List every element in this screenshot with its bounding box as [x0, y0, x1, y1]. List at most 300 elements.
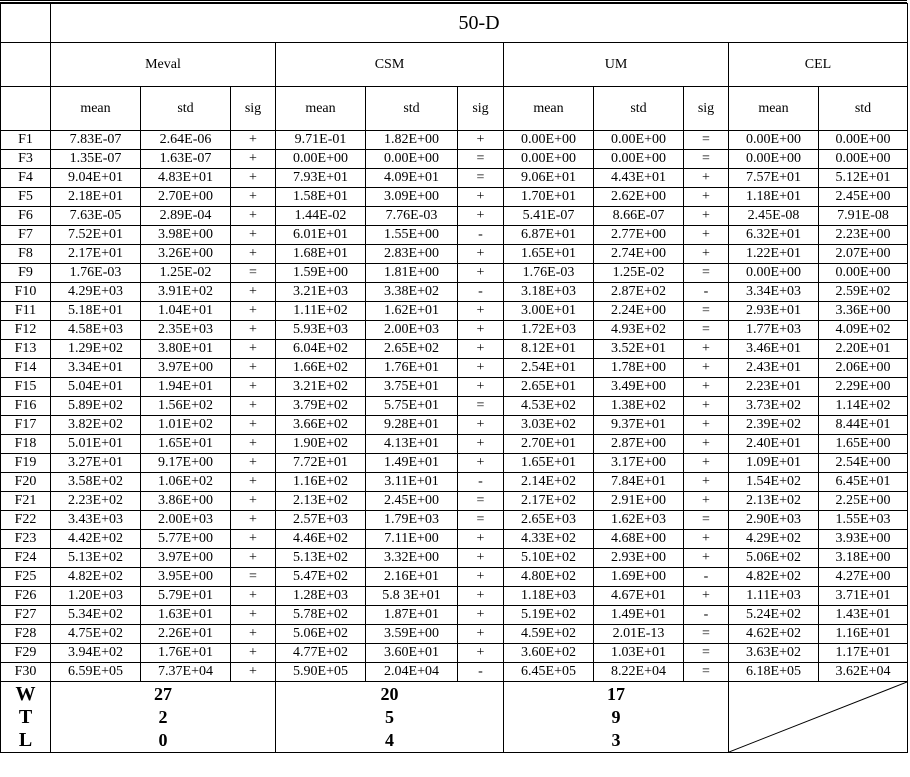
cell-meval-mean: 5.18E+01 [51, 302, 141, 321]
cell-csm-sig: + [458, 549, 504, 568]
cell-csm-mean: 4.77E+02 [276, 644, 366, 663]
cell-um-sig: + [684, 207, 729, 226]
cell-um-sig: + [684, 492, 729, 511]
cell-csm-std: 2.16E+01 [366, 568, 458, 587]
cell-meval-std: 9.17E+00 [141, 454, 231, 473]
function-label: F1 [1, 131, 51, 150]
cell-um-sig: - [684, 606, 729, 625]
cell-csm-std: 1.87E+01 [366, 606, 458, 625]
function-label: F6 [1, 207, 51, 226]
cell-csm-std: 3.59E+00 [366, 625, 458, 644]
cell-meval-mean: 4.42E+02 [51, 530, 141, 549]
cell-meval-std: 2.64E-06 [141, 131, 231, 150]
cell-meval-sig: + [231, 663, 276, 682]
cell-cel-std: 2.59E+02 [819, 283, 908, 302]
function-label: F3 [1, 150, 51, 169]
cell-meval-mean: 5.01E+01 [51, 435, 141, 454]
cell-um-sig: + [684, 169, 729, 188]
function-label: F24 [1, 549, 51, 568]
cell-csm-std: 1.49E+01 [366, 454, 458, 473]
table-title: 50-D [51, 4, 908, 43]
cell-cel-mean: 0.00E+00 [729, 131, 819, 150]
cell-meval-std: 1.25E-02 [141, 264, 231, 283]
table-row [1, 473, 908, 492]
cell-um-mean: 2.54E+01 [504, 359, 594, 378]
function-label: F19 [1, 454, 51, 473]
cell-meval-sig: + [231, 644, 276, 663]
table-row [1, 283, 908, 302]
cell-csm-std: 2.00E+03 [366, 321, 458, 340]
cell-cel-mean: 5.06E+02 [729, 549, 819, 568]
function-label: F7 [1, 226, 51, 245]
cell-csm-mean: 5.90E+05 [276, 663, 366, 682]
wtl-letter: L [18, 729, 33, 751]
cell-cel-mean: 1.09E+01 [729, 454, 819, 473]
cell-cel-std: 0.00E+00 [819, 264, 908, 283]
cell-cel-mean: 6.32E+01 [729, 226, 819, 245]
cell-csm-std: 3.11E+01 [366, 473, 458, 492]
cell-um-std: 2.77E+00 [594, 226, 684, 245]
cell-um-sig: + [684, 226, 729, 245]
table-row [1, 587, 908, 606]
cell-meval-sig: + [231, 511, 276, 530]
cell-um-mean: 4.53E+02 [504, 397, 594, 416]
cell-cel-mean: 6.18E+05 [729, 663, 819, 682]
cell-um-mean: 0.00E+00 [504, 150, 594, 169]
corner-cell [1, 4, 51, 43]
cell-csm-mean: 2.57E+03 [276, 511, 366, 530]
cell-meval-std: 7.37E+04 [141, 663, 231, 682]
cell-um-mean: 3.03E+02 [504, 416, 594, 435]
cell-meval-sig: + [231, 416, 276, 435]
cell-cel-std: 0.00E+00 [819, 131, 908, 150]
cell-meval-mean: 1.35E-07 [51, 150, 141, 169]
function-label: F8 [1, 245, 51, 264]
cell-meval-sig: + [231, 207, 276, 226]
cell-meval-std: 1.01E+02 [141, 416, 231, 435]
wtl-value: 17 [607, 684, 625, 704]
function-label: F28 [1, 625, 51, 644]
cell-um-std: 8.22E+04 [594, 663, 684, 682]
cell-csm-std: 0.00E+00 [366, 150, 458, 169]
cell-csm-mean: 1.16E+02 [276, 473, 366, 492]
table-row [1, 264, 908, 283]
function-label: F29 [1, 644, 51, 663]
cell-meval-mean: 1.76E-03 [51, 264, 141, 283]
cell-um-mean: 6.87E+01 [504, 226, 594, 245]
cell-cel-std: 2.07E+00 [819, 245, 908, 264]
cell-csm-std: 5.8 3E+01 [366, 587, 458, 606]
table-row [1, 606, 908, 625]
cell-csm-std: 2.04E+04 [366, 663, 458, 682]
sig-header: sig [231, 87, 276, 131]
cell-cel-std: 1.17E+01 [819, 644, 908, 663]
cell-meval-mean: 7.83E-07 [51, 131, 141, 150]
cell-um-sig: = [684, 264, 729, 283]
cell-meval-mean: 7.52E+01 [51, 226, 141, 245]
results-table-container [0, 3, 907, 753]
cell-meval-mean: 3.82E+02 [51, 416, 141, 435]
cell-um-mean: 1.65E+01 [504, 454, 594, 473]
cell-csm-mean: 3.66E+02 [276, 416, 366, 435]
table-row [1, 416, 908, 435]
table-row [1, 321, 908, 340]
cell-um-sig: = [684, 150, 729, 169]
cell-um-mean: 4.80E+02 [504, 568, 594, 587]
cell-csm-mean: 5.78E+02 [276, 606, 366, 625]
function-label: F21 [1, 492, 51, 511]
cell-csm-sig: + [458, 416, 504, 435]
cell-csm-mean: 1.59E+00 [276, 264, 366, 283]
cell-um-mean: 2.70E+01 [504, 435, 594, 454]
cell-um-std: 2.87E+00 [594, 435, 684, 454]
function-label: F20 [1, 473, 51, 492]
cell-csm-std: 1.55E+00 [366, 226, 458, 245]
function-label: F4 [1, 169, 51, 188]
cell-um-std: 1.69E+00 [594, 568, 684, 587]
cell-csm-std: 3.75E+01 [366, 378, 458, 397]
cell-csm-std: 5.75E+01 [366, 397, 458, 416]
cell-meval-mean: 7.63E-05 [51, 207, 141, 226]
cell-csm-mean: 1.90E+02 [276, 435, 366, 454]
cell-meval-sig: + [231, 245, 276, 264]
cell-cel-std: 1.55E+03 [819, 511, 908, 530]
function-label: F15 [1, 378, 51, 397]
cell-csm-std: 3.09E+00 [366, 188, 458, 207]
cell-um-mean: 1.65E+01 [504, 245, 594, 264]
cell-meval-sig: + [231, 340, 276, 359]
cell-csm-sig: - [458, 226, 504, 245]
cell-um-mean: 4.59E+02 [504, 625, 594, 644]
wtl-letter: T [18, 706, 33, 728]
cell-meval-std: 3.97E+00 [141, 359, 231, 378]
cell-meval-mean: 3.58E+02 [51, 473, 141, 492]
cell-meval-std: 3.86E+00 [141, 492, 231, 511]
cell-meval-mean: 6.59E+05 [51, 663, 141, 682]
function-label: F11 [1, 302, 51, 321]
cell-meval-mean: 1.20E+03 [51, 587, 141, 606]
cell-csm-sig: + [458, 302, 504, 321]
cell-meval-std: 1.56E+02 [141, 397, 231, 416]
cell-csm-std: 1.62E+01 [366, 302, 458, 321]
cell-um-mean: 3.60E+02 [504, 644, 594, 663]
cell-um-std: 1.38E+02 [594, 397, 684, 416]
table-row [1, 131, 908, 150]
cell-cel-std: 3.62E+04 [819, 663, 908, 682]
function-label: F18 [1, 435, 51, 454]
cell-csm-mean: 1.28E+03 [276, 587, 366, 606]
cell-meval-std: 1.04E+01 [141, 302, 231, 321]
diagonal-blank-cell [729, 682, 908, 753]
cell-um-std: 2.01E-13 [594, 625, 684, 644]
cell-um-mean: 4.33E+02 [504, 530, 594, 549]
cell-um-mean: 2.65E+03 [504, 511, 594, 530]
function-label: F30 [1, 663, 51, 682]
cell-csm-std: 9.28E+01 [366, 416, 458, 435]
table-row [1, 435, 908, 454]
cell-cel-mean: 2.45E-08 [729, 207, 819, 226]
cell-um-sig: + [684, 549, 729, 568]
table-row [1, 340, 908, 359]
table-row [1, 644, 908, 663]
summary-row [1, 682, 908, 753]
cell-cel-std: 2.45E+00 [819, 188, 908, 207]
table-row [1, 245, 908, 264]
cell-cel-std: 5.12E+01 [819, 169, 908, 188]
cell-cel-mean: 1.77E+03 [729, 321, 819, 340]
cell-meval-std: 1.94E+01 [141, 378, 231, 397]
cell-csm-std: 7.76E-03 [366, 207, 458, 226]
cell-meval-mean: 5.89E+02 [51, 397, 141, 416]
cell-csm-mean: 1.68E+01 [276, 245, 366, 264]
mean-header: mean [729, 87, 819, 131]
cell-cel-mean: 2.23E+01 [729, 378, 819, 397]
cell-um-mean: 1.70E+01 [504, 188, 594, 207]
cell-um-std: 1.49E+01 [594, 606, 684, 625]
cell-cel-std: 1.14E+02 [819, 397, 908, 416]
cell-meval-std: 3.80E+01 [141, 340, 231, 359]
cell-um-std: 0.00E+00 [594, 131, 684, 150]
function-label: F12 [1, 321, 51, 340]
cell-meval-mean: 4.58E+03 [51, 321, 141, 340]
cell-um-std: 2.87E+02 [594, 283, 684, 302]
cell-meval-sig: + [231, 397, 276, 416]
cell-csm-sig: = [458, 397, 504, 416]
cell-cel-mean: 1.54E+02 [729, 473, 819, 492]
cell-meval-std: 5.79E+01 [141, 587, 231, 606]
cell-meval-sig: + [231, 169, 276, 188]
cell-meval-std: 2.35E+03 [141, 321, 231, 340]
algorithm-header-row [1, 43, 908, 87]
metric-header-row [1, 87, 908, 131]
algo-header-um: UM [504, 43, 729, 87]
wtl-label-cell [1, 682, 51, 753]
function-label: F10 [1, 283, 51, 302]
cell-um-sig: + [684, 245, 729, 264]
cell-um-std: 2.74E+00 [594, 245, 684, 264]
cell-csm-std: 3.32E+00 [366, 549, 458, 568]
cell-cel-mean: 4.82E+02 [729, 568, 819, 587]
cell-cel-std: 2.25E+00 [819, 492, 908, 511]
cell-cel-std: 1.43E+01 [819, 606, 908, 625]
table-row [1, 302, 908, 321]
cell-csm-std: 1.79E+03 [366, 511, 458, 530]
table-row [1, 207, 908, 226]
cell-csm-mean: 1.58E+01 [276, 188, 366, 207]
function-label: F26 [1, 587, 51, 606]
cell-meval-std: 2.70E+00 [141, 188, 231, 207]
cell-um-mean: 1.72E+03 [504, 321, 594, 340]
cell-cel-std: 3.93E+00 [819, 530, 908, 549]
cell-csm-mean: 5.06E+02 [276, 625, 366, 644]
cell-meval-sig: + [231, 226, 276, 245]
cell-um-mean: 5.19E+02 [504, 606, 594, 625]
cell-csm-mean: 3.21E+03 [276, 283, 366, 302]
cell-um-sig: + [684, 397, 729, 416]
wtl-letter: W [15, 683, 36, 705]
cell-meval-std: 1.76E+01 [141, 644, 231, 663]
cell-um-mean: 2.17E+02 [504, 492, 594, 511]
wtl-value: 27 [154, 684, 172, 704]
cell-meval-std: 3.26E+00 [141, 245, 231, 264]
cell-um-sig: - [684, 568, 729, 587]
cell-meval-sig: + [231, 150, 276, 169]
cell-cel-std: 4.09E+02 [819, 321, 908, 340]
cell-meval-std: 2.00E+03 [141, 511, 231, 530]
cell-um-std: 9.37E+01 [594, 416, 684, 435]
cell-um-mean: 6.45E+05 [504, 663, 594, 682]
results-table [0, 3, 908, 753]
cell-cel-mean: 0.00E+00 [729, 264, 819, 283]
cell-um-mean: 5.10E+02 [504, 549, 594, 568]
cell-csm-sig: = [458, 492, 504, 511]
cell-cel-std: 2.20E+01 [819, 340, 908, 359]
cell-um-std: 1.03E+01 [594, 644, 684, 663]
cell-cel-std: 2.29E+00 [819, 378, 908, 397]
cell-um-std: 3.49E+00 [594, 378, 684, 397]
sig-header: sig [684, 87, 729, 131]
cell-um-mean: 2.14E+02 [504, 473, 594, 492]
cell-um-mean: 9.06E+01 [504, 169, 594, 188]
wtl-value: 9 [611, 707, 621, 727]
cell-um-std: 0.00E+00 [594, 150, 684, 169]
cell-csm-std: 1.81E+00 [366, 264, 458, 283]
cell-csm-sig: - [458, 283, 504, 302]
cell-csm-mean: 2.13E+02 [276, 492, 366, 511]
table-row [1, 378, 908, 397]
cell-meval-mean: 4.82E+02 [51, 568, 141, 587]
mean-header: mean [276, 87, 366, 131]
mean-header: mean [51, 87, 141, 131]
diagonal-line [729, 682, 907, 752]
cell-cel-mean: 4.29E+02 [729, 530, 819, 549]
cell-cel-std: 4.27E+00 [819, 568, 908, 587]
cell-meval-sig: = [231, 568, 276, 587]
table-row [1, 169, 908, 188]
cell-meval-mean: 3.43E+03 [51, 511, 141, 530]
cell-meval-mean: 3.27E+01 [51, 454, 141, 473]
cell-csm-sig: + [458, 530, 504, 549]
cell-csm-sig: + [458, 606, 504, 625]
cell-csm-sig: + [458, 568, 504, 587]
table-row [1, 663, 908, 682]
cell-um-std: 1.25E-02 [594, 264, 684, 283]
table-row [1, 568, 908, 587]
cell-um-sig: + [684, 473, 729, 492]
table-row [1, 150, 908, 169]
cell-csm-mean: 4.46E+02 [276, 530, 366, 549]
cell-um-sig: + [684, 359, 729, 378]
cell-cel-mean: 3.63E+02 [729, 644, 819, 663]
cell-csm-mean: 5.47E+02 [276, 568, 366, 587]
cell-cel-mean: 2.93E+01 [729, 302, 819, 321]
cell-csm-sig: = [458, 150, 504, 169]
cell-csm-sig: + [458, 207, 504, 226]
cell-csm-mean: 7.93E+01 [276, 169, 366, 188]
cell-csm-sig: + [458, 245, 504, 264]
cell-csm-std: 1.76E+01 [366, 359, 458, 378]
cell-cel-mean: 2.13E+02 [729, 492, 819, 511]
cell-csm-sig: + [458, 264, 504, 283]
cell-csm-mean: 9.71E-01 [276, 131, 366, 150]
wtl-value: 0 [158, 730, 168, 750]
cell-csm-mean: 3.79E+02 [276, 397, 366, 416]
cell-cel-std: 3.18E+00 [819, 549, 908, 568]
cell-meval-sig: + [231, 188, 276, 207]
cell-meval-std: 3.97E+00 [141, 549, 231, 568]
cell-csm-sig: - [458, 663, 504, 682]
cell-um-std: 2.24E+00 [594, 302, 684, 321]
cell-csm-std: 2.45E+00 [366, 492, 458, 511]
cell-csm-std: 2.65E+02 [366, 340, 458, 359]
function-label: F9 [1, 264, 51, 283]
cell-um-std: 2.62E+00 [594, 188, 684, 207]
cell-meval-std: 3.98E+00 [141, 226, 231, 245]
cell-csm-mean: 7.72E+01 [276, 454, 366, 473]
function-label: F14 [1, 359, 51, 378]
cell-um-sig: = [684, 321, 729, 340]
cell-cel-mean: 2.39E+02 [729, 416, 819, 435]
cell-cel-std: 2.06E+00 [819, 359, 908, 378]
cell-csm-sig: - [458, 473, 504, 492]
cell-um-sig: + [684, 587, 729, 606]
cell-csm-sig: + [458, 131, 504, 150]
cell-um-std: 4.67E+01 [594, 587, 684, 606]
cell-um-mean: 2.65E+01 [504, 378, 594, 397]
cell-meval-std: 1.06E+02 [141, 473, 231, 492]
cell-meval-mean: 5.04E+01 [51, 378, 141, 397]
cell-cel-mean: 3.46E+01 [729, 340, 819, 359]
function-label: F16 [1, 397, 51, 416]
cell-meval-sig: + [231, 530, 276, 549]
cell-um-std: 2.91E+00 [594, 492, 684, 511]
cell-meval-std: 5.77E+00 [141, 530, 231, 549]
cell-cel-mean: 3.73E+02 [729, 397, 819, 416]
cell-um-sig: - [684, 283, 729, 302]
corner-cell [1, 87, 51, 131]
cell-meval-sig: + [231, 549, 276, 568]
cell-meval-std: 2.26E+01 [141, 625, 231, 644]
cell-meval-mean: 9.04E+01 [51, 169, 141, 188]
table-row [1, 492, 908, 511]
cell-meval-std: 1.65E+01 [141, 435, 231, 454]
cell-um-sig: + [684, 416, 729, 435]
function-label: F22 [1, 511, 51, 530]
cell-csm-sig: = [458, 511, 504, 530]
wtl-value: 5 [385, 707, 394, 727]
cell-meval-mean: 2.17E+01 [51, 245, 141, 264]
cell-meval-sig: + [231, 454, 276, 473]
cell-um-sig: + [684, 435, 729, 454]
cell-meval-sig: + [231, 131, 276, 150]
cell-csm-mean: 1.66E+02 [276, 359, 366, 378]
cell-cel-std: 1.16E+01 [819, 625, 908, 644]
title-row [1, 4, 908, 43]
cell-um-mean: 1.76E-03 [504, 264, 594, 283]
cell-meval-sig: + [231, 359, 276, 378]
cell-cel-mean: 1.22E+01 [729, 245, 819, 264]
cell-um-sig: = [684, 302, 729, 321]
cell-meval-std: 4.83E+01 [141, 169, 231, 188]
cell-csm-std: 7.11E+00 [366, 530, 458, 549]
cell-um-std: 4.43E+01 [594, 169, 684, 188]
std-header: std [594, 87, 684, 131]
cell-um-mean: 1.18E+03 [504, 587, 594, 606]
cell-meval-mean: 5.13E+02 [51, 549, 141, 568]
cell-meval-std: 2.89E-04 [141, 207, 231, 226]
cell-cel-mean: 7.57E+01 [729, 169, 819, 188]
cell-meval-mean: 4.75E+02 [51, 625, 141, 644]
